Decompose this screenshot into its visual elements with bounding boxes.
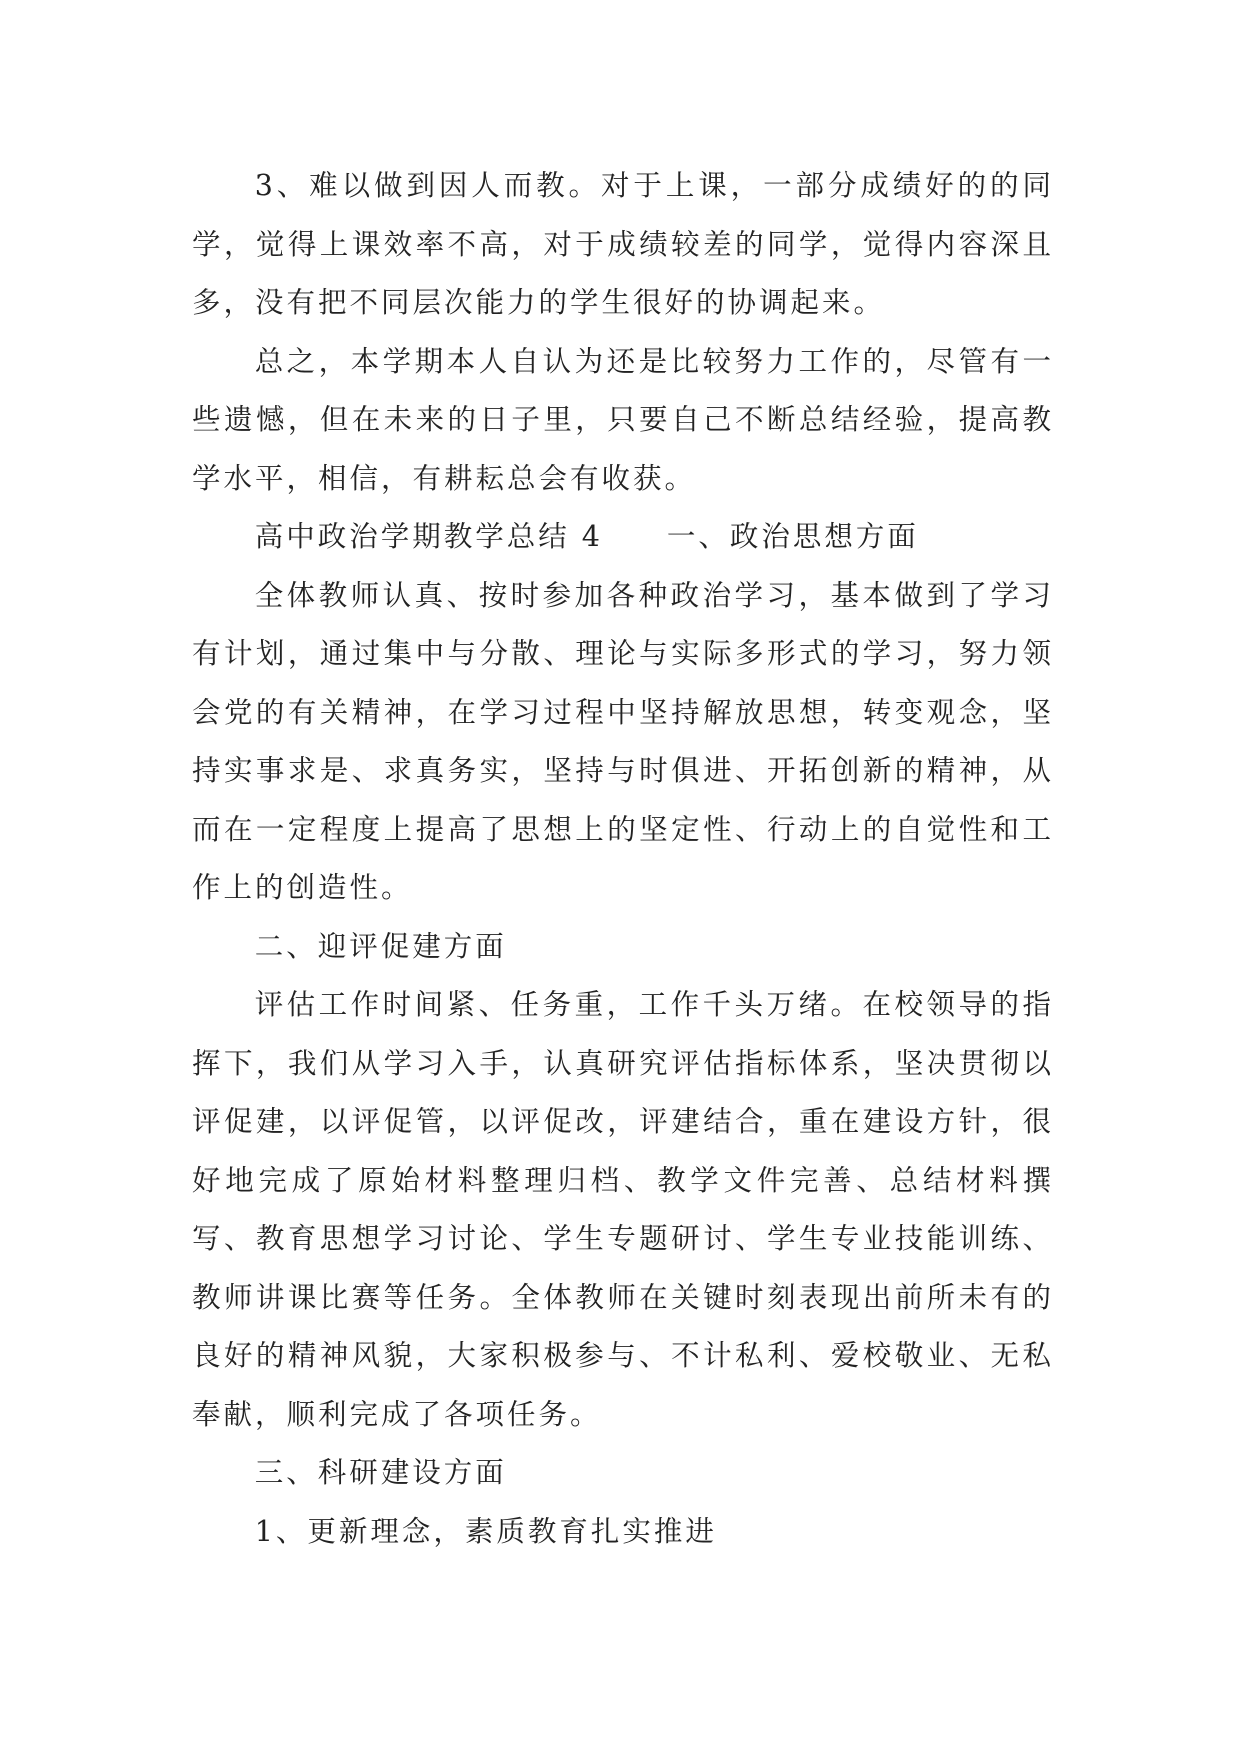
paragraph-teaching-issue: 3、难以做到因人而教。对于上课，一部分成绩好的的同学，觉得上课效率不高，对于成绩较差的同学，觉得内容深且多，没有把不同层次能力的学生很好的协调起来。 bbox=[192, 169, 1054, 319]
section-title: 高中政治学期教学总结 4 bbox=[254, 520, 603, 553]
paragraph-summary: 总之，本学期本人自认为还是比较努力工作的，尽管有一些遗憾，但在未来的日子里，只要自己不断总结经验，提高教学水平，相信，有耕耘总会有收获。 bbox=[192, 344, 1054, 495]
section-subtitle: 一、政治思想方面 bbox=[666, 520, 919, 553]
paragraph-political-thought: 全体教师认真、按时参加各种政治学习，基本做到了学习有计划，通过集中与分散、理论与实际多形式的学习，努力领会党的有关精神，在学习过程中坚持解放思想，转变观念，坚持实事求是、求真务实，坚持与时俱进、开拓创新的精神，从而在一定程度上提高了思想上的坚定性、行动上的自觉性和工作上的创造性。 bbox=[192, 578, 1054, 904]
paragraph-evaluation: 评估工作时间紧、任务重，工作千头万绪。在校领导的指挥下，我们从学习入手，认真研究评估指标体系，坚决贯彻以评促建，以评促管，以评促改，评建结合，重在建设方针，很好地完成了原始材料整理归档、教学文件完善、总结材料撰写、教育思想学习讨论、学生专题研讨、学生专业技能训练、教师讲课比赛等任务。全体教师在关键时刻表现出前所未有的良好的精神风貌，大家积极参与、不计私利、爱校敬业、无私奉献，顺利完成了各项任务。 bbox=[192, 988, 1054, 1431]
heading-evaluation: 二、迎评促建方面 bbox=[254, 929, 507, 963]
heading-research: 三、科研建设方面 bbox=[254, 1456, 507, 1489]
document-body bbox=[192, 157, 1054, 1561]
paragraph-research-item-1: 1、更新理念，素质教育扎实推进 bbox=[254, 1514, 717, 1548]
section-heading bbox=[192, 508, 1054, 567]
